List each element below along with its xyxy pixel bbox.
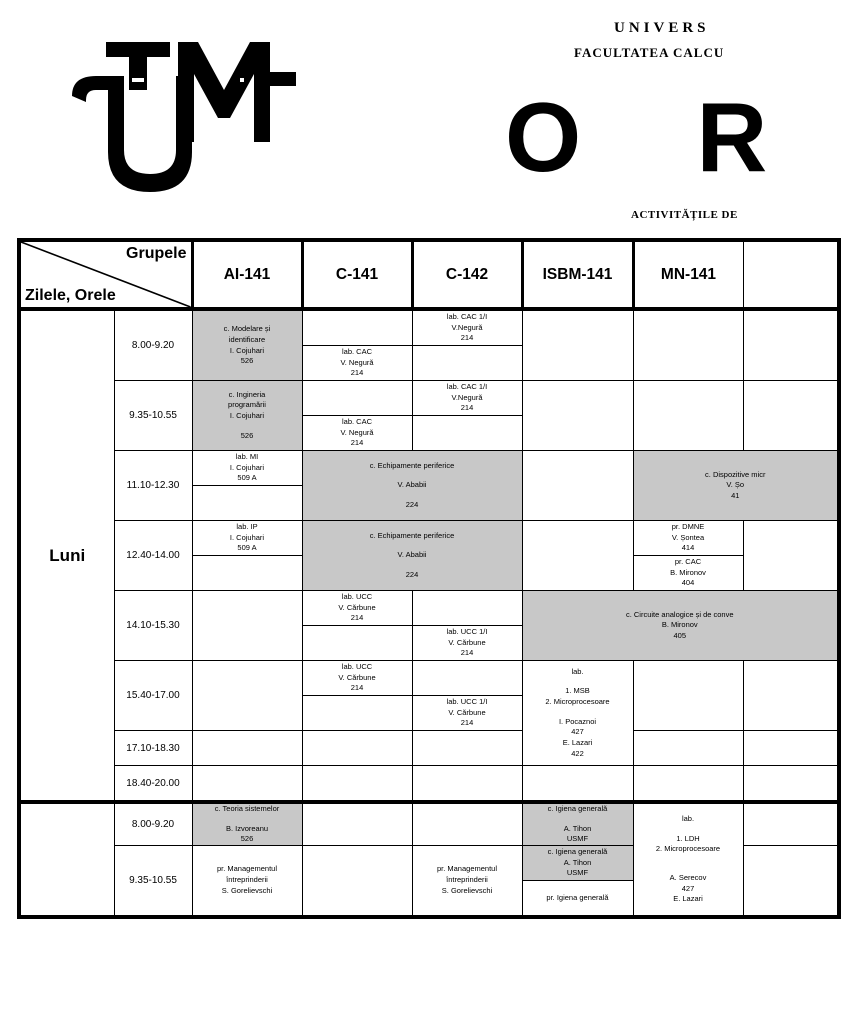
empty-cell xyxy=(412,731,522,766)
cell-line: V. Șontea xyxy=(671,532,705,542)
empty-cell xyxy=(743,731,839,766)
class-cell xyxy=(633,451,839,521)
cell-line: 526 xyxy=(240,430,254,440)
empty-cell xyxy=(302,309,412,346)
cell-line: A. Tihon xyxy=(563,857,592,867)
cell-line: 414 xyxy=(681,543,695,553)
cell-line: c. Ingineria xyxy=(228,389,266,399)
cell-line: V.Negură xyxy=(451,392,483,402)
cell-line: V. Ababii xyxy=(397,550,427,560)
empty-cell xyxy=(412,591,522,626)
cell-line: B. Mironov xyxy=(661,620,698,630)
cell-line: E. Lazari xyxy=(562,737,593,747)
empty-cell xyxy=(412,766,522,803)
cell-line: 2. Microprocesoare xyxy=(655,844,721,854)
cell-line: lab. UCC 1/I xyxy=(446,627,488,637)
empty-cell xyxy=(192,591,302,661)
cell-line: S. Gorelievschi xyxy=(441,885,493,895)
class-cell xyxy=(192,381,302,451)
cell-line: I. Pocaznoi xyxy=(558,716,597,726)
class-cell xyxy=(192,845,302,917)
faculty-name: FACULTATEA CALCU xyxy=(574,45,725,60)
university-name: UNIVERS xyxy=(614,20,710,36)
cell-line: 214 xyxy=(460,718,474,728)
time-slot: 11.10-12.30 xyxy=(114,451,192,521)
cell-line: 214 xyxy=(350,438,364,448)
cell-line: c. Dispozitive micr xyxy=(705,469,766,479)
cell-line: lab. UCC xyxy=(341,662,373,672)
empty-cell xyxy=(412,802,522,845)
empty-cell xyxy=(743,381,839,451)
cell-line xyxy=(634,825,743,834)
class-cell xyxy=(522,880,633,917)
empty-cell xyxy=(302,626,412,661)
empty-cell xyxy=(633,661,743,731)
class-cell xyxy=(412,696,522,731)
cell-line: 2. Microprocesoare xyxy=(545,697,610,707)
class-cell xyxy=(192,802,302,845)
cell-line: 214 xyxy=(350,368,364,378)
cell-line: întreprinderii xyxy=(446,875,488,885)
cell-line: I. Cojuhari xyxy=(229,411,265,420)
time-slot: 9.35-10.55 xyxy=(114,381,192,451)
cell-line: pr. Igiena generală xyxy=(546,892,609,902)
cell-line: V. Cărbune xyxy=(448,637,486,647)
cell-line: 1. MSB xyxy=(565,686,590,696)
class-cell xyxy=(302,591,412,626)
empty-cell xyxy=(302,731,412,766)
cell-line xyxy=(523,677,633,686)
day-label xyxy=(19,802,114,917)
table-row xyxy=(19,381,839,416)
cell-line: lab. CAC xyxy=(341,347,372,357)
cell-line: lab. CAC 1/I xyxy=(446,312,488,322)
empty-cell xyxy=(522,381,633,451)
class-cell xyxy=(522,591,839,661)
cell-line: 214 xyxy=(350,613,364,623)
cell-line: 404 xyxy=(681,578,695,588)
cell-line: 41 xyxy=(731,490,740,500)
cell-line: 214 xyxy=(460,333,474,343)
cell-line: 422 xyxy=(571,748,584,758)
table-row xyxy=(19,451,839,486)
cell-line: A. Tihon xyxy=(563,823,592,833)
cell-line: 214 xyxy=(460,403,474,413)
class-cell xyxy=(522,845,633,880)
cell-line: 427 xyxy=(681,883,695,893)
cell-line: I. Cojuhari xyxy=(229,462,265,472)
class-cell xyxy=(633,802,743,917)
class-cell xyxy=(522,802,633,845)
cell-line xyxy=(303,561,522,570)
cell-line: lab. IP xyxy=(236,522,258,532)
group-header: C-141 xyxy=(302,240,412,309)
cell-line: c. Echipamente periferice xyxy=(369,460,455,470)
corner-days-label: Zilele, Orele xyxy=(25,287,116,304)
cell-line: 509 A xyxy=(237,543,257,553)
page-title: O R xyxy=(505,82,812,192)
cell-line: I. Cojuhari xyxy=(229,345,265,355)
cell-line: 1. LDH xyxy=(676,833,700,843)
cell-line: lab. CAC xyxy=(341,417,372,427)
class-cell xyxy=(302,521,522,591)
empty-cell xyxy=(192,661,302,731)
cell-line: c. Igiena generală xyxy=(547,846,608,856)
cell-line: c. Circuite analogice și de conve xyxy=(625,609,734,619)
empty-cell xyxy=(412,661,522,696)
cell-line: V. Cărbune xyxy=(338,672,376,682)
class-cell xyxy=(192,451,302,486)
utm-logo xyxy=(68,38,300,194)
cell-line: identificare xyxy=(228,334,266,344)
table-row xyxy=(19,661,839,696)
empty-cell xyxy=(633,381,743,451)
empty-cell xyxy=(743,802,839,845)
cell-line: V. Șo xyxy=(726,480,745,490)
time-slot: 17.10-18.30 xyxy=(114,731,192,766)
cell-line: lab. UCC 1/I xyxy=(446,697,488,707)
cell-line: V. Cărbune xyxy=(338,602,376,612)
cell-line: c. Modelare și xyxy=(223,324,271,334)
cell-line xyxy=(634,855,743,864)
cell-line: 509 A xyxy=(237,473,257,483)
cell-line: V. Ababii xyxy=(397,480,427,490)
cell-line xyxy=(193,422,302,431)
time-slot: 8.00-9.20 xyxy=(114,802,192,845)
cell-line: lab. UCC xyxy=(341,592,373,602)
time-slot: 9.35-10.55 xyxy=(114,845,192,917)
empty-cell xyxy=(192,556,302,591)
cell-line: lab. MI xyxy=(235,452,259,462)
empty-cell xyxy=(743,845,839,917)
cell-line: USMF xyxy=(566,834,589,844)
empty-cell xyxy=(633,731,743,766)
table-row xyxy=(19,591,839,626)
cell-line xyxy=(634,864,743,873)
corner-cell xyxy=(19,240,192,309)
cell-line: 526 xyxy=(240,356,254,366)
class-cell xyxy=(412,381,522,416)
empty-cell xyxy=(522,309,633,381)
cell-line: B. Mironov xyxy=(670,567,706,577)
class-cell xyxy=(302,346,412,381)
group-header: ISBM-141 xyxy=(522,240,633,309)
cell-line: c. Igiena generală xyxy=(547,804,608,813)
cell-line: pr. Managementul xyxy=(436,864,498,874)
cell-line: 214 xyxy=(460,648,474,658)
time-slot: 8.00-9.20 xyxy=(114,309,192,381)
cell-line: lab. xyxy=(571,666,584,676)
class-cell xyxy=(192,309,302,381)
corner-groups-label: Grupele xyxy=(126,245,187,262)
empty-cell xyxy=(302,802,412,845)
cell-line: E. Lazari xyxy=(673,894,703,904)
cell-line: pr. Managementul xyxy=(216,864,278,874)
time-slot: 15.40-17.00 xyxy=(114,661,192,731)
empty-cell xyxy=(522,451,633,521)
class-cell xyxy=(302,661,412,696)
cell-line xyxy=(303,471,522,480)
group-header-extra xyxy=(743,240,839,309)
cell-line: 214 xyxy=(350,683,364,693)
cell-line: întreprinderii xyxy=(226,875,268,885)
time-slot: 18.40-20.00 xyxy=(114,766,192,803)
class-cell xyxy=(633,521,743,556)
cell-line: A. Serecov xyxy=(669,872,707,882)
cell-line: c. Echipamente periferice xyxy=(369,530,455,540)
cell-line xyxy=(523,708,633,717)
empty-cell xyxy=(192,731,302,766)
day-label: Luni xyxy=(19,309,114,802)
empty-cell xyxy=(412,346,522,381)
empty-cell xyxy=(192,766,302,803)
empty-cell xyxy=(302,845,412,917)
cell-line: I. Cojuhari xyxy=(229,532,265,542)
empty-cell xyxy=(412,416,522,451)
cell-line: programării xyxy=(228,400,266,410)
cell-line: 405 xyxy=(673,630,686,640)
table-row xyxy=(19,521,839,556)
table-row xyxy=(19,309,839,346)
cell-line: V. Negură xyxy=(340,427,374,437)
cell-line: V. Cărbune xyxy=(448,707,486,717)
empty-cell xyxy=(743,309,839,381)
cell-line: S. Gorelievschi xyxy=(221,885,273,895)
cell-line: 427 xyxy=(571,727,584,737)
cell-line xyxy=(193,815,302,824)
empty-cell xyxy=(302,381,412,416)
group-header: AI-141 xyxy=(192,240,302,309)
empty-cell xyxy=(743,766,839,803)
cell-line: 224 xyxy=(405,569,419,579)
empty-cell xyxy=(522,766,633,803)
empty-cell xyxy=(743,661,839,731)
group-header: MN-141 xyxy=(633,240,743,309)
cell-line: pr. DMNE xyxy=(671,522,705,532)
time-slot: 12.40-14.00 xyxy=(114,521,192,591)
class-cell xyxy=(633,556,743,591)
cell-line: V.Negură xyxy=(451,322,483,332)
empty-cell xyxy=(633,309,743,381)
empty-cell xyxy=(302,766,412,803)
empty-cell xyxy=(192,486,302,521)
cell-line: USMF xyxy=(566,868,589,878)
activities-subtitle: ACTIVITĂȚILE DE xyxy=(631,209,738,221)
class-cell xyxy=(302,451,522,521)
class-cell xyxy=(412,845,522,917)
empty-cell xyxy=(633,766,743,803)
cell-line xyxy=(523,815,633,824)
class-cell xyxy=(412,309,522,346)
cell-line: pr. CAC xyxy=(674,557,702,567)
cell-line: 224 xyxy=(405,499,419,509)
class-cell xyxy=(522,661,633,766)
class-cell xyxy=(412,626,522,661)
header-row xyxy=(19,240,839,309)
cell-line: lab. xyxy=(681,814,695,824)
cell-line: V. Negură xyxy=(340,357,374,367)
group-header: C-142 xyxy=(412,240,522,309)
cell-line xyxy=(303,541,522,550)
empty-cell xyxy=(302,696,412,731)
empty-cell xyxy=(743,521,839,591)
empty-cell xyxy=(522,521,633,591)
time-slot: 14.10-15.30 xyxy=(114,591,192,661)
cell-line xyxy=(303,491,522,500)
class-cell xyxy=(192,521,302,556)
cell-line: B. Izvoreanu xyxy=(225,823,269,833)
schedule-table xyxy=(17,238,841,919)
cell-line: 526 xyxy=(240,834,254,844)
class-cell xyxy=(302,416,412,451)
cell-line: c. Teoria sistemelor xyxy=(214,804,280,813)
cell-line: lab. CAC 1/I xyxy=(446,382,488,392)
